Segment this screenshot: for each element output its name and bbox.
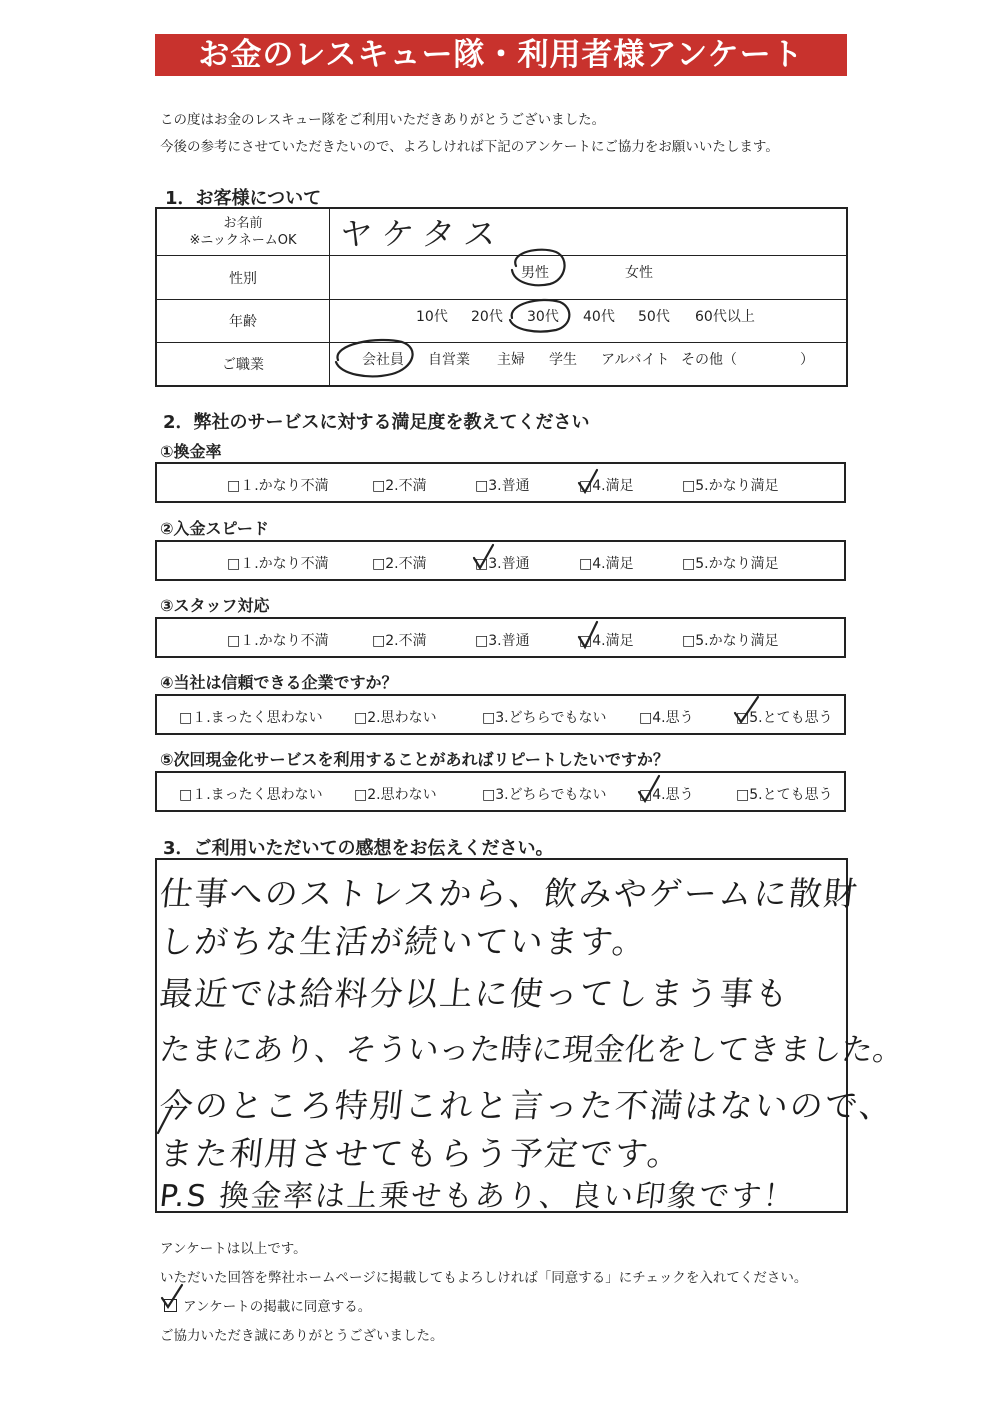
q1-option-1[interactable]: □１.かなり不満 [227,478,329,494]
footer-line-3: ご協力いただき誠にありがとうございました。 [160,1328,444,1344]
q1-option-4[interactable]: □4.満足 [579,478,634,494]
job-option-parttime[interactable]: アルバイト [601,352,670,368]
age-option-10s[interactable]: 10代 [416,309,448,325]
q3-title: ③スタッフ対応 [160,596,270,615]
job-option-self-employed[interactable]: 自営業 [428,352,470,368]
q2-checkmark-icon [474,545,493,568]
q5-checkmark-icon [639,776,659,801]
q3-option-1[interactable]: □１.かなり不満 [227,633,329,649]
comment-line-4: たまにあり、そういった時に現金化をしてきました。 [157,1032,906,1068]
q5-option-5[interactable]: □5.とても思う [736,787,833,803]
job-option-other-close: ） [800,352,814,368]
age-option-30s[interactable]: 30代 [527,309,559,325]
intro-line-2: 今後の参考にさせていただきたいので、よろしければ下記のアンケートにご協力をお願いいたします。 [160,139,779,155]
job-option-other[interactable]: その他（ [681,352,737,368]
age-option-50s[interactable]: 50代 [638,309,670,325]
q4-title: ④当社は信頼できる企業ですか？ [160,673,398,692]
q2-option-3[interactable]: □3.普通 [475,556,530,572]
q2-option-2[interactable]: □2.不満 [372,556,427,572]
q5-option-1[interactable]: □１.まったく思わない [179,787,323,803]
q1-title: ①換金率 [160,442,222,461]
name-note: ※ニックネームOK [189,233,297,248]
q1-option-5[interactable]: □5.かなり満足 [682,478,779,494]
q2-option-4[interactable]: □4.満足 [579,556,634,572]
q3-option-3[interactable]: □3.普通 [475,633,530,649]
age-option-40s[interactable]: 40代 [583,309,615,325]
q5-option-2[interactable]: □2.思わない [354,787,437,803]
q4-checkmark-icon [735,697,758,722]
q3-option-2[interactable]: □2.不満 [372,633,427,649]
age-option-20s[interactable]: 20代 [471,309,503,325]
footer-line-2: いただいた回答を弊社ホームページに掲載してもよろしければ「同意する」にチェックを入れてください。 [160,1270,808,1286]
comment-line-5: 今のところ特別これと言った不満はないので、 [157,1086,897,1125]
name-value: ヤケタス [337,215,509,253]
job-option-housewife[interactable]: 主婦 [497,352,525,368]
consent-checkmark-icon [162,1285,182,1307]
comment-line-6: また利用させてもらう予定です。 [157,1134,685,1173]
consent-label: アンケートの掲載に同意する。 [183,1299,372,1315]
q1-option-2[interactable]: □2.不満 [372,478,427,494]
q2-title: ②入金スピード [160,519,269,538]
q4-option-4[interactable]: □4.思う [639,710,694,726]
age-selection-circle [510,300,569,332]
comment-line-1: 仕事へのストレスから、飲みやゲームに散財 [157,874,861,913]
age-label: 年齢 [156,300,330,343]
pen-stroke [158,1106,172,1133]
q5-option-3[interactable]: □3.どちらでもない [482,787,607,803]
survey-title: お金のレスキュー隊・利用者様アンケート [155,34,847,76]
q4-option-2[interactable]: □2.思わない [354,710,437,726]
section1-heading: 1．お客様について [165,188,322,209]
job-option-student[interactable]: 学生 [549,352,577,368]
section3-heading: 3．ご利用いただいての感想をお伝えください。 [163,838,554,859]
q4-option-5[interactable]: □5.とても思う [736,710,833,726]
comment-line-2: しがちな生活が続いています。 [157,922,650,961]
q3-checkmark-icon [579,622,597,647]
q1-checkmark-icon [579,470,597,492]
job-label: ご職業 [156,343,330,386]
section2-heading: 2．弊社のサービスに対する満足度を教えてください [163,412,590,433]
q4-option-1[interactable]: □１.まったく思わない [179,710,323,726]
q3-option-4[interactable]: □4.満足 [579,633,634,649]
q3-option-5[interactable]: □5.かなり満足 [682,633,779,649]
gender-label: 性別 [156,256,330,300]
gender-option-male[interactable]: 男性 [521,265,549,281]
comment-line-3: 最近では給料分以上に使ってしまう事も [157,974,792,1013]
gender-option-female[interactable]: 女性 [625,265,653,281]
q4-option-3[interactable]: □3.どちらでもない [482,710,607,726]
q5-title: ⑤次回現金化サービスを利用することがあればリピートしたいですか？ [160,750,669,769]
footer-line-1: アンケートは以上です。 [160,1241,307,1257]
age-option-60plus[interactable]: 60代以上 [695,309,755,325]
q2-option-1[interactable]: □１.かなり不満 [227,556,329,572]
q1-option-3[interactable]: □3.普通 [475,478,530,494]
q2-option-5[interactable]: □5.かなり満足 [682,556,779,572]
intro-line-1: この度はお金のレスキュー隊をご利用いただきありがとうございました。 [160,112,606,128]
name-label: お名前 [223,216,263,231]
gender-selection-circle [512,250,565,286]
q5-option-4[interactable]: □4.思う [639,787,694,803]
job-selection-circle [336,340,413,376]
job-option-employee[interactable]: 会社員 [362,352,404,368]
comment-line-7: P.S 換金率は上乗せもあり、良い印象です！ [157,1179,798,1214]
